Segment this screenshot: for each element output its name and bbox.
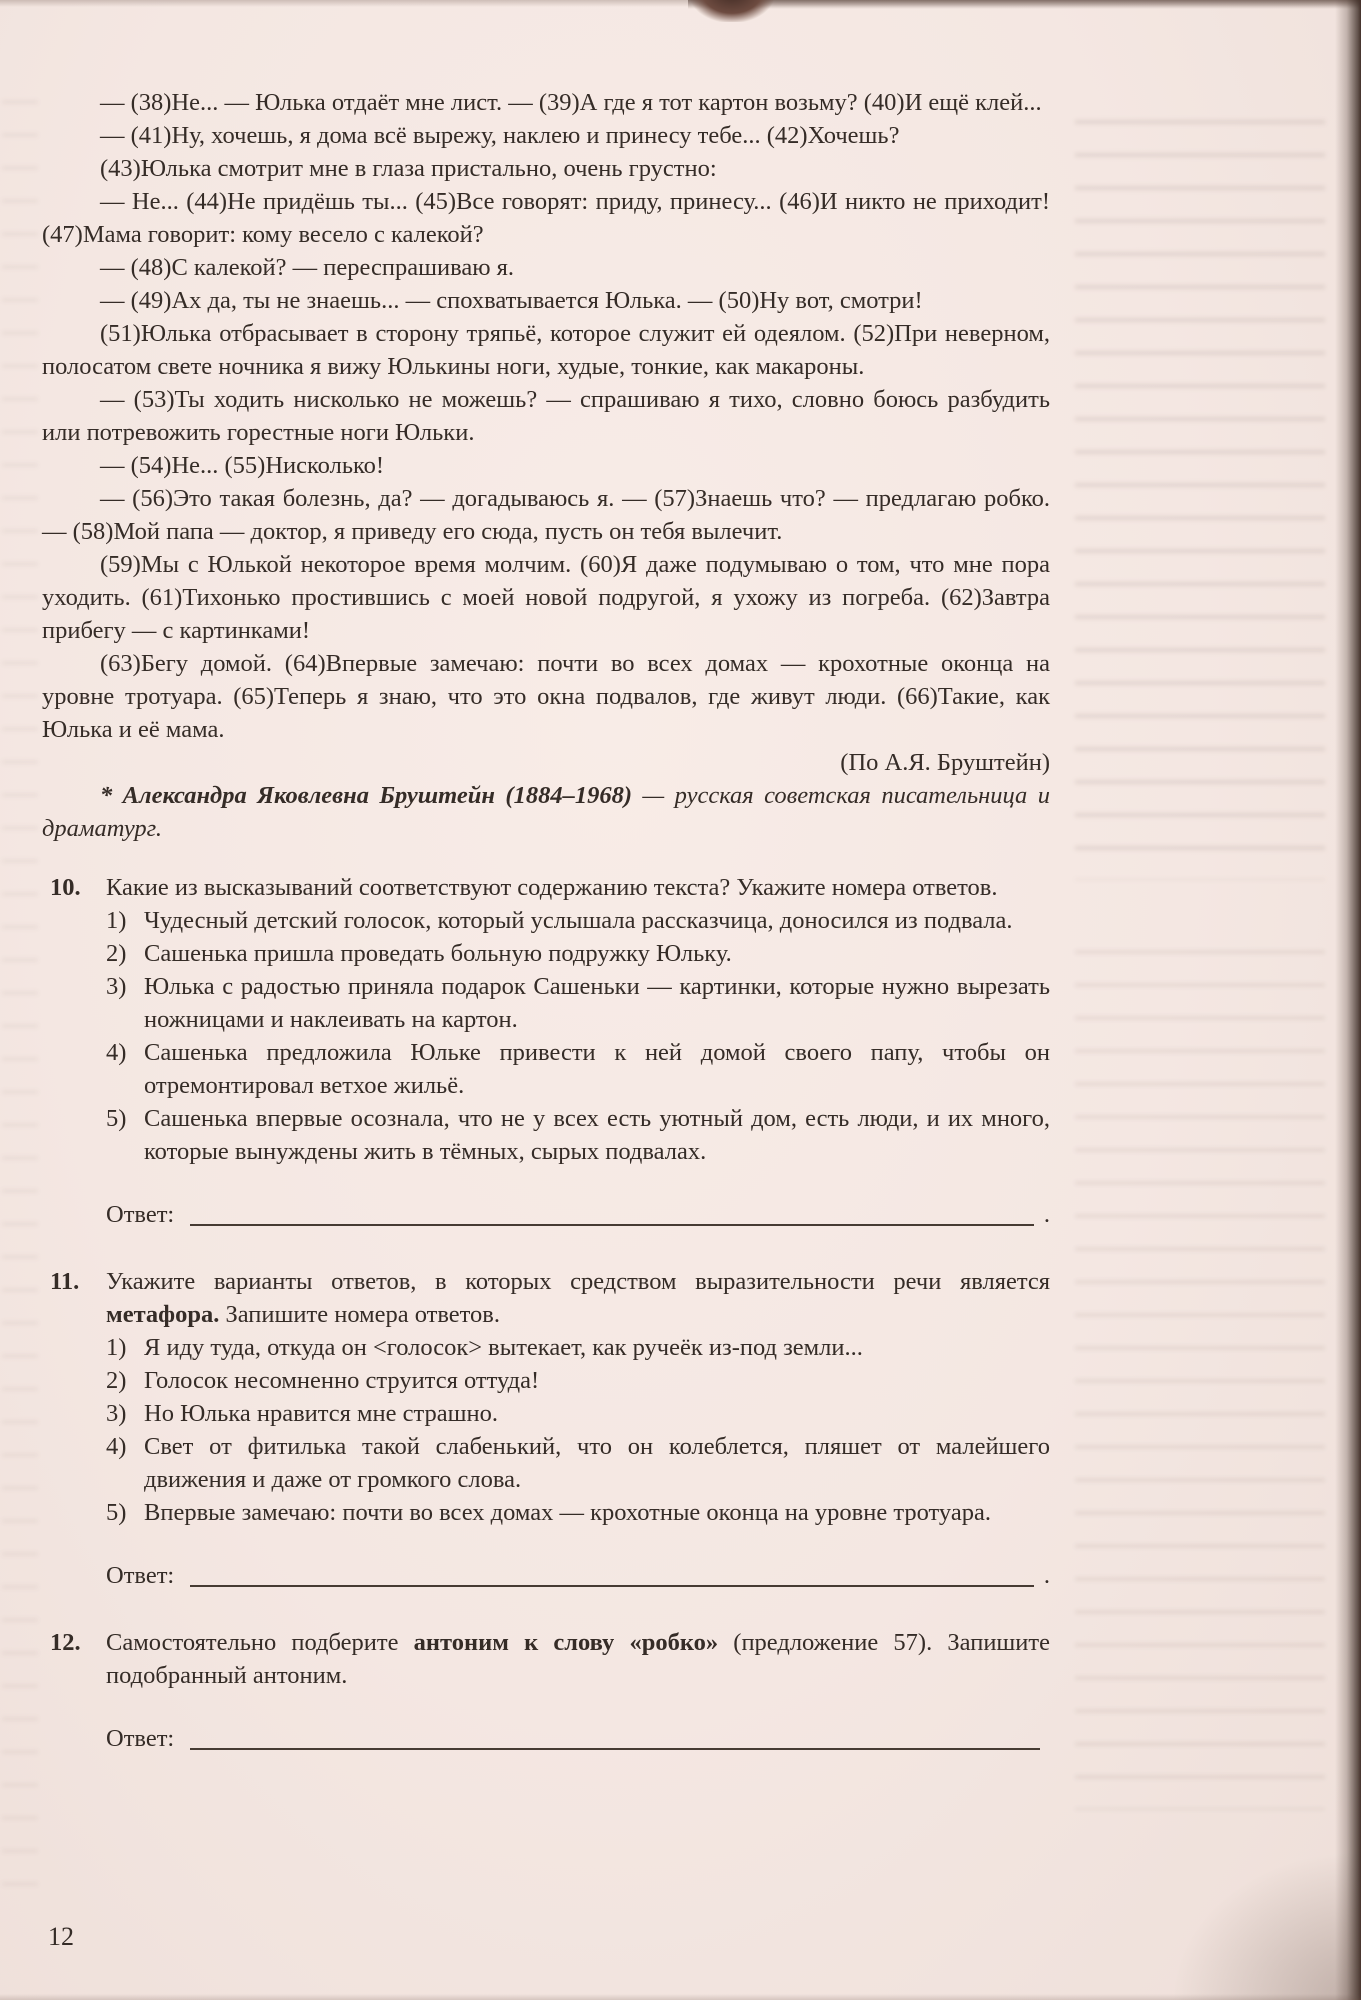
option-row [106, 970, 1050, 1036]
task-prompt-bold: метафора. [106, 1301, 220, 1328]
option-row [106, 1496, 1050, 1529]
passage-paragraph: — (53)Ты ходить нисколько не можешь? — спрашиваю я тихо, словно боюсь разбудить или потревожить горестные ноги Юльки. [42, 386, 1050, 446]
passage-paragraph: — (49)Ах да, ты не знаешь... — спохватывается Юлька. — (50)Ну вот, смотри! [100, 287, 923, 314]
option-row [106, 904, 1050, 937]
option-number: 1) [106, 1334, 127, 1361]
answer-period: . [1043, 1201, 1050, 1228]
bleedthrough-smudge [1075, 950, 1325, 1810]
passage-paragraph: — (54)Не... (55)Нисколько! [100, 452, 385, 479]
page-number: 12 [48, 1922, 74, 1951]
task-prompt-bold: антоним к слову «робко» [413, 1629, 719, 1656]
page-edge-top-right [688, 0, 1361, 9]
page-edge-right [1335, 0, 1361, 2000]
option-row [106, 937, 1050, 970]
passage-paragraph: (43)Юлька смотрит мне в глаза пристально, очень грустно: [100, 155, 717, 182]
option-text: Сашенька предложила Юльке привести к ней домой своего папу, чтобы он отремонтировал ветхое жильё. [144, 1039, 1050, 1099]
task-11 [42, 1265, 1050, 1592]
task-header [42, 871, 1050, 904]
task-prompt-text: Самостоятельно подберите [106, 1629, 414, 1656]
option-text: Юлька с радостью приняла подарок Сашеньки — картинки, которые нужно вырезать ножницами и наклеивать на картон. [144, 973, 1050, 1033]
option-number: 4) [106, 1039, 127, 1066]
option-number: 4) [106, 1433, 127, 1460]
task-prompt-text: Укажите варианты ответов, в которых средством выразительности речи является [106, 1268, 1050, 1295]
bleedthrough-smudge [2, 100, 38, 1900]
option-text: Свет от фитилька такой слабенький, что он колеблется, пляшет от малейшего движения и даже от громкого слова. [144, 1433, 1050, 1493]
task-prompt [106, 1626, 1050, 1692]
option-text: Голосок несомненно струится оттуда! [144, 1367, 540, 1394]
passage-paragraph: — (56)Это такая болезнь, да? — догадываюсь я. — (57)Знаешь что? — предлагаю робко. — (58)Мой папа — доктор, я приведу его сюда, пусть он тебя вылечит. [42, 485, 1050, 545]
option-number: 3) [106, 973, 127, 1000]
page-corner-shadow [1171, 1850, 1361, 2000]
option-text: Впервые замечаю: почти во всех домах — крохотные оконца на уровне тротуара. [144, 1499, 991, 1526]
option-number: 5) [106, 1499, 127, 1526]
answer-period: . [1043, 1562, 1050, 1589]
option-text: Но Юлька нравится мне страшно. [144, 1400, 499, 1427]
passage-paragraph: — (38)Не... — Юлька отдаёт мне лист. — (39)А где я тот картон возьму? (40)И ещё клей... [100, 89, 1042, 116]
answer-blank-line [190, 1748, 1040, 1750]
page-content [42, 86, 1050, 1755]
answer-row [106, 1722, 1050, 1755]
option-number: 2) [106, 940, 127, 967]
option-text: Сашенька пришла проведать больную подружку Юльку. [144, 940, 732, 967]
task-10 [42, 871, 1050, 1231]
task-header [42, 1626, 1050, 1692]
answer-label: Ответ: [106, 1201, 175, 1228]
option-row [106, 1364, 1050, 1397]
passage-attribution: (По А.Я. Бруштейн) [840, 749, 1050, 776]
passage-paragraph: (51)Юлька отбрасывает в сторону тряпьё, которое служит ей одеялом. (52)При неверном, полосатом свете ночника я вижу Юлькины ноги, худые, тонкие, как макароны. [42, 320, 1050, 380]
option-number: 1) [106, 907, 127, 934]
passage-paragraph: — (41)Ну, хочешь, я дома всё вырежу, наклею и принесу тебе... (42)Хочешь? [100, 122, 900, 149]
passage-footnote [42, 779, 1050, 845]
passage-paragraph: — (48)С калекой? — переспрашиваю я. [100, 254, 515, 281]
task-number: 10. [50, 874, 81, 901]
task-number: 11. [50, 1268, 80, 1295]
option-number: 3) [106, 1400, 127, 1427]
option-row [106, 1397, 1050, 1430]
answer-blank-line [190, 1585, 1034, 1587]
reading-passage [42, 86, 1050, 845]
task-prompt [106, 1265, 1050, 1331]
option-number: 2) [106, 1367, 127, 1394]
task-prompt-text: (предложение 57). Запишите подобранный антоним. [106, 1629, 1050, 1689]
task-number: 12. [50, 1629, 81, 1656]
task-prompt [106, 871, 1050, 904]
bleedthrough-smudge [1075, 120, 1325, 880]
answer-blank-line [190, 1224, 1034, 1226]
option-row [106, 1102, 1050, 1168]
answer-row [106, 1559, 1050, 1592]
page-edge-bottom [0, 1994, 1361, 2000]
option-row [106, 1036, 1050, 1102]
option-text: Сашенька впервые осознала, что не у всех есть уютный дом, есть люди, и их много, которые вынуждены жить в тёмных, сырых подвалах. [144, 1105, 1050, 1165]
task-prompt-text: Запишите номера ответов. [219, 1301, 500, 1328]
option-text: Чудесный детский голосок, который услышала рассказчица, доносился из подвала. [144, 907, 1013, 934]
task-12 [42, 1626, 1050, 1755]
footnote-description: — русская советская писательница и драматург. [42, 782, 1050, 842]
answer-row [106, 1198, 1050, 1231]
passage-paragraph: (63)Бегу домой. (64)Впервые замечаю: почти во всех домах — крохотные оконца на уровне тротуара. (65)Теперь я знаю, что это окна подвалов, где живут люди. (66)Такие, как Юлька и её мама. [42, 650, 1050, 743]
answer-label: Ответ: [106, 1562, 175, 1589]
answer-label: Ответ: [106, 1725, 175, 1752]
book-spine-mark [690, 0, 774, 22]
task-prompt-text: Какие из высказываний соответствуют содержанию текста? Укажите номера ответов. [106, 874, 998, 901]
option-row [106, 1331, 1050, 1364]
option-text: Я иду туда, откуда он <голосок> вытекает, как ручеёк из-под земли... [144, 1334, 863, 1361]
passage-paragraph: — Не... (44)Не придёшь ты... (45)Все говорят: приду, принесу... (46)И никто не приходит! (47)Мама говорит: кому весело с калекой? [42, 188, 1050, 248]
option-row [106, 1430, 1050, 1496]
passage-paragraph: (59)Мы с Юлькой некоторое время молчим. (60)Я даже подумываю о том, что мне пора уходить. (61)Тихонько простившись с моей новой подругой, я ухожу из погреба. (62)Завтра прибегу — с картинками! [42, 551, 1050, 644]
footnote-author-name: * Александра Яковлевна Бруштейн (1884–1968) [100, 782, 632, 809]
task-header [42, 1265, 1050, 1331]
option-number: 5) [106, 1105, 127, 1132]
